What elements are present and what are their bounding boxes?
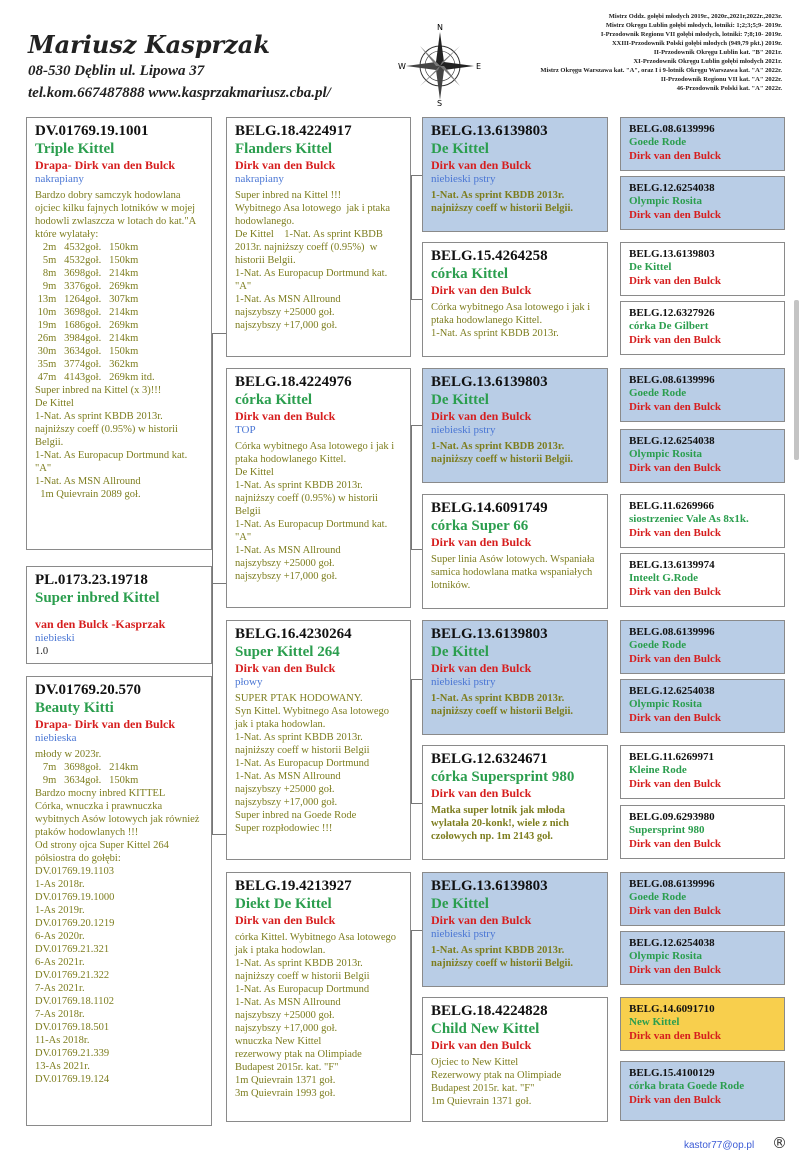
pedigree-card-grandparent: [226, 368, 411, 608]
pigeon-name: Goede Rode: [629, 387, 687, 399]
ring-number: BELG.12.6327926: [629, 307, 715, 319]
compass-rose-icon: [398, 22, 482, 106]
pigeon-name: Beauty Kitti: [35, 700, 114, 716]
ring-number: BELG.11.6269971: [629, 751, 714, 763]
ring-number: BELG.16.4230264: [235, 626, 352, 642]
ring-number: BELG.08.6139996: [629, 374, 715, 386]
pedigree-card-great-grandparent: [422, 242, 608, 357]
description: Super inbred na Kittel !!! Wybitnego Asa lotowego jak i ptaka hodowlanego. De Kittel 1-Nat. As sprint KBDB 2013r. najniższy coeff (0.95%) w historii Belgii. 1-Nat. As Europacup Dortmund kat. "A" 1-Nat. As MSN Allround najszybszy +25000 goł. najszybszy +17,000 goł.: [235, 190, 391, 331]
color-label: nakrapiany: [235, 173, 284, 185]
breeder-label: Dirk van den Bulck: [431, 786, 532, 800]
ring-number: BELG.12.6254038: [629, 182, 715, 194]
pedigree-card-subject: [26, 566, 212, 664]
ring-number: BELG.14.6091710: [629, 1003, 715, 1015]
ring-number: BELG.13.6139974: [629, 559, 715, 571]
breeder-label: Dirk van den Bulck: [629, 527, 721, 539]
pigeon-name: De Kittel: [431, 141, 489, 157]
description: Córka wybitnego Asa lotowego i jak i ptaka hodowlanego Kittel. De Kittel 1-Nat. As sprint KBDB 2013r. najniższy coeff (0.95%) w historii Belgii 1-Nat. As Europacup Dortmund kat. "A" 1-Nat. As MSN Allround najszybszy +25000 goł. najszybszy +17,000 goł.: [235, 441, 395, 582]
description: Bardzo dobry samczyk hodowlana ojciec kilku fajnych lotników w mojej hodowli zwlaszcza w lotach do kat."A które wylatały: 2m 4532goł. 150km 5m 4532goł. 150km 8m 3698goł. 214km 9m 3376goł. 269km 13m 1264goł. 307km 10m 3698goł. 214km 19m 1686goł. 269km 26m 3984goł. 214km 30m 3634goł. 150km 35m 3774goł. 362km 47m 4143goł. 269km itd. Super inbred na Kittel (x 3)!!! De Kittel 1-Nat. As sprint KBDB 2013r. najniższy coeff (0.95%) w historii Belgii. 1-Nat. As Europacup Dortmund kat. "A" 1-Nat. As MSN Allround 1m Quievrain 2089 goł.: [35, 190, 196, 500]
ring-number: BELG.13.6139803: [431, 626, 548, 642]
ancestor-card: [620, 176, 785, 230]
pigeon-name: Olympic Rosita: [629, 698, 703, 710]
compass-letter-e: E: [476, 62, 482, 71]
compass-letter-s: S: [437, 99, 443, 106]
breeder-label: Dirk van den Bulck: [629, 150, 721, 162]
ring-number: DV.01769.19.1001: [35, 123, 149, 139]
description: 1-Nat. As sprint KBDB 2013r. najniższy coeff w historii Belgii.: [431, 190, 574, 214]
ring-number: BELG.12.6254038: [629, 435, 715, 447]
description: młody w 2023r. 7m 3698goł. 214km 9m 3634goł. 150km Bardzo mocny inbred KITTEL Córka, wnuczka i prawnuczka wybitnych Asów lotowych jak również ptaków hodowlanych !!! Od strony ojca Super Kittel 264 półsiostra do gołębi: DV.01769.19.1103 1-As 2018r. DV.01769.19.1000 1-As 2019r. DV.01769.20.1219 6-As 2020r. DV.01769.21.321 6-As 2021r. DV.01769.21.322 7-As 2021r. DV.01769.18.1102 7-As 2018r. DV.01769.18.501 11-As 2018r. DV.01769.21.339 13-As 2021r. DV.01769.19.124: [35, 749, 200, 1085]
color-label: niebieski pstry: [431, 424, 496, 436]
breeder-label: van den Bulck -Kasprzak: [35, 617, 166, 631]
ring-number: BELG.12.6254038: [629, 685, 715, 697]
breeder-label: Dirk van den Bulck: [629, 653, 721, 665]
bracket-col1-col2: [212, 333, 226, 835]
breeder-label: Dirk van den Bulck: [629, 401, 721, 413]
pedigree-card-grandparent: [226, 117, 411, 357]
ring-number: BELG.15.4100129: [629, 1067, 715, 1079]
pigeon-name: Flanders Kittel: [235, 141, 333, 157]
pigeon-name: siostrzeniec Vale As 8x1k.: [629, 513, 749, 525]
ancestor-card: [620, 805, 785, 859]
pigeon-name: Goede Rode: [629, 891, 687, 903]
pigeon-name: Super Kittel 264: [235, 644, 340, 660]
breeder-label: Dirk van den Bulck: [629, 1094, 721, 1106]
breeder-label: Dirk van den Bulck: [629, 838, 721, 850]
achievement-line: I-Przodownik Regionu VII gołębi młodych, lotniki: 7;8;10- 2019r.: [600, 31, 782, 38]
ring-number: BELG.18.4224828: [431, 1003, 548, 1019]
breeder-label: Dirk van den Bulck: [629, 905, 721, 917]
ancestor-card: [620, 301, 785, 355]
pigeon-name: Super inbred Kittel: [35, 590, 160, 606]
breeder-label: Dirk van den Bulck: [431, 409, 532, 423]
ring-number: BELG.12.6324671: [431, 751, 548, 767]
breeder-label: Drapa- Dirk van den Bulck: [35, 158, 176, 172]
pigeon-name: Olympic Rosita: [629, 448, 703, 460]
achievement-line: II-Przodownik Regionu VII kat. "A" 2022r.: [660, 76, 782, 83]
pedigree-card-great-grandparent: [422, 997, 608, 1122]
pedigree-card-great-grandparent: [422, 117, 608, 232]
ring-number: BELG.19.4213927: [235, 878, 352, 894]
breeder-label: Dirk van den Bulck: [629, 1030, 721, 1042]
pigeon-name: New Kittel: [629, 1016, 680, 1028]
pigeon-name: Goede Rode: [629, 136, 687, 148]
breeder-label: Dirk van den Bulck: [431, 158, 532, 172]
pigeon-name: Diekt De Kittel: [235, 896, 332, 912]
breeder-header: [28, 30, 398, 104]
color-label: niebieski: [35, 632, 75, 644]
description: Matka super lotnik jak młoda wylatała 20-konk!, wiele z nich czołowych np. 1m 2143 goł.: [431, 805, 572, 842]
compass-letter-n: N: [437, 23, 443, 32]
achievement-line: Mistrz Okręgu Warszawa kat. "A", oraz I i 9-lotnik Okręgu Warszawa kat. "A" 2022r.: [540, 67, 782, 74]
breeder-label: Dirk van den Bulck: [629, 209, 721, 221]
pigeon-name: córka brata Goede Rode: [629, 1080, 745, 1092]
pedigree-card-great-grandparent: [422, 745, 608, 860]
ring-number: BELG.12.6254038: [629, 937, 715, 949]
ring-number: BELG.08.6139996: [629, 123, 715, 135]
pedigree-card-father: [26, 117, 212, 550]
ancestor-card: [620, 620, 785, 674]
bracket-col2-col3: [411, 679, 422, 804]
pigeon-name: Goede Rode: [629, 639, 687, 651]
breeder-label: Dirk van den Bulck: [629, 586, 721, 598]
description: córka Kittel. Wybitnego Asa lotowego jak i ptaka hodowlan. 1-Nat. As sprint KBDB 2013r. najniższy coeff w historii Belgii 1-Nat. As Europacup Dortmund 1-Nat. As MSN Allround najszybszy +25000 goł. najszybszy +17,000 goł. wnuczka New Kittel rezerwowy ptak na Olimpiade Budapest 2015r. kat. "F" 1m Quievrain 1371 goł. 3m Quievrain 1993 goł.: [235, 932, 397, 1099]
breeder-contact: tel.kom.667487888 www.kasprzakmariusz.cba.pl/: [28, 85, 331, 101]
pigeon-name: Triple Kittel: [35, 141, 115, 157]
pigeon-name: córka De Gilbert: [629, 320, 709, 332]
achievement-line: II-Przodownik Okręgu Lublin kat. "B" 2021r.: [653, 49, 782, 56]
color-label: niebieski pstry: [431, 928, 496, 940]
pigeon-name: córka Kittel: [235, 392, 313, 408]
pigeon-name: De Kittel: [431, 392, 489, 408]
bracket-col2-col3: [411, 175, 422, 300]
ancestor-card: [620, 429, 785, 483]
scrollbar-thumb[interactable]: [794, 300, 799, 460]
pigeon-name: córka Supersprint 980: [431, 769, 575, 785]
ancestor-card: [620, 368, 785, 422]
ring-number: BELG.18.4224976: [235, 374, 352, 390]
ring-number: BELG.18.4224917: [235, 123, 352, 139]
description: 1-Nat. As sprint KBDB 2013r. najniższy coeff w historii Belgii.: [431, 945, 574, 969]
pedigree-card-mother: [26, 676, 212, 1126]
pedigree-card-grandparent: [226, 620, 411, 860]
achievement-line: Mistrz Okręgu Lublin gołębi młodych, lotniki: 1;2;3;5;9- 2019r.: [605, 22, 782, 29]
breeder-label: Dirk van den Bulck: [629, 778, 721, 790]
breeder-label: Dirk van den Bulck: [629, 712, 721, 724]
pigeon-name: Kleine Rode: [629, 764, 687, 776]
ancestor-card: [620, 553, 785, 607]
bracket-col2-col3: [411, 425, 422, 550]
breeder-label: Dirk van den Bulck: [235, 409, 336, 423]
pigeon-name: De Kittel: [431, 644, 489, 660]
ring-number: BELG.14.6091749: [431, 500, 548, 516]
breeder-label: Dirk van den Bulck: [431, 913, 532, 927]
breeder-label: Dirk van den Bulck: [235, 661, 336, 675]
pigeon-name: Supersprint 980: [629, 824, 705, 836]
pigeon-name: Olympic Rosita: [629, 195, 703, 207]
sex-label: 1.0: [35, 646, 49, 657]
registered-mark: ®: [772, 1134, 787, 1152]
ancestor-card: [620, 117, 785, 171]
ancestor-card: [620, 679, 785, 733]
ancestor-card: [620, 242, 785, 296]
ring-number: BELG.13.6139803: [431, 374, 548, 390]
ring-number: BELG.13.6139803: [629, 248, 715, 260]
breeder-label: Dirk van den Bulck: [629, 334, 721, 346]
achievement-line: XXIII-Przodownik Polski gołębi młodych (949,79 pkt.) 2019r.: [611, 40, 782, 47]
pigeon-name: Child New Kittel: [431, 1021, 540, 1037]
achievements-list: [482, 12, 782, 93]
bracket-col2-col3: [411, 930, 422, 1055]
color-label: TOP: [235, 424, 256, 436]
breeder-address: 08-530 Dęblin ul. Lipowa 37: [28, 63, 205, 79]
breeder-label: Drapa- Dirk van den Bulck: [35, 717, 176, 731]
ring-number: DV.01769.20.570: [35, 682, 141, 698]
breeder-label: Dirk van den Bulck: [235, 913, 336, 927]
breeder-name: Mariusz Kasprzak: [28, 30, 270, 59]
ancestor-card: [620, 931, 785, 985]
ancestor-card-highlight: [620, 997, 785, 1051]
footer-email[interactable]: kastor77@op.pl: [684, 1140, 755, 1151]
pigeon-name: córka Super 66: [431, 518, 529, 534]
color-label: nakrapiany: [35, 173, 84, 185]
achievement-line: XI-Przodownik Okręgu Lublin gołębi młodych 2021r.: [633, 58, 782, 65]
breeder-label: Dirk van den Bulck: [629, 462, 721, 474]
connector-line: [212, 583, 226, 584]
description: 1-Nat. As sprint KBDB 2013r. najniższy coeff w historii Belgii.: [431, 693, 574, 717]
ancestor-card: [620, 494, 785, 548]
pigeon-name: Olympic Rosita: [629, 950, 703, 962]
description: Córka wybitnego Asa lotowego i jak i ptaka hodowlanego Kittel. 1-Nat. As sprint KBDB 2013r.: [431, 302, 591, 339]
breeder-label: Dirk van den Bulck: [431, 283, 532, 297]
pigeon-name: córka Kittel: [431, 266, 509, 282]
pedigree-card-great-grandparent: [422, 872, 608, 987]
ancestor-card: [620, 745, 785, 799]
description: Ojciec to New Kittel Rezerwowy ptak na Olimpiade Budapest 2015r. kat. "F" 1m Quievrain 1371 goł.: [431, 1057, 562, 1107]
pedigree-card-grandparent: [226, 872, 411, 1122]
breeder-label: Dirk van den Bulck: [235, 158, 336, 172]
color-label: niebieski pstry: [431, 173, 496, 185]
color-label: niebieski pstry: [431, 676, 496, 688]
breeder-label: Dirk van den Bulck: [431, 1038, 532, 1052]
description: 1-Nat. As sprint KBDB 2013r. najniższy coeff w historii Belgii.: [431, 441, 574, 465]
ring-number: BELG.13.6139803: [431, 123, 548, 139]
pedigree-card-great-grandparent: [422, 494, 608, 609]
pigeon-name: De Kittel: [629, 261, 672, 273]
description: Super linia Asów lotowych. Wspaniała samica hodowlana matka wspaniałych lotników.: [431, 554, 598, 591]
pigeon-name: De Kittel: [431, 896, 489, 912]
pedigree-card-great-grandparent: [422, 368, 608, 483]
breeder-label: Dirk van den Bulck: [431, 661, 532, 675]
pigeon-name: Inteelt G.Rode: [629, 572, 699, 584]
achievement-line: Mistrz Oddz. gołębi młodych 2019r., 2020r.,2021r,2022r.,2023r.: [608, 13, 782, 20]
ring-number: BELG.13.6139803: [431, 878, 548, 894]
compass-letter-w: W: [398, 62, 406, 71]
breeder-label: Dirk van den Bulck: [629, 964, 721, 976]
ring-number: BELG.08.6139996: [629, 626, 715, 638]
ring-number: BELG.11.6269966: [629, 500, 714, 512]
ring-number: BELG.08.6139996: [629, 878, 715, 890]
pedigree-card-great-grandparent: [422, 620, 608, 735]
ancestor-card: [620, 1061, 785, 1121]
description: SUPER PTAK HODOWANY. Syn Kittel. Wybitnego Asa lotowego jak i ptaka hodowlan. 1-Nat. As sprint KBDB 2013r. najniższy coeff w historii Belgii 1-Nat. As Europacup Dortmund 1-Nat. As MSN Allround najszybszy +25000 goł. najszybszy +17,000 goł. Super inbred na Goede Rode Super rozpłodowiec !!!: [235, 693, 390, 834]
breeder-label: Dirk van den Bulck: [629, 275, 721, 287]
ring-number: BELG.15.4264258: [431, 248, 548, 264]
breeder-label: Dirk van den Bulck: [431, 535, 532, 549]
achievement-line: 46-Przodownik Polski kat. "A" 2022r.: [676, 85, 782, 92]
ring-number: BELG.09.6293980: [629, 811, 715, 823]
color-label: płowy: [235, 676, 263, 688]
color-label: niebieska: [35, 732, 77, 744]
ancestor-card: [620, 872, 785, 926]
ring-number: PL.0173.23.19718: [35, 572, 148, 588]
